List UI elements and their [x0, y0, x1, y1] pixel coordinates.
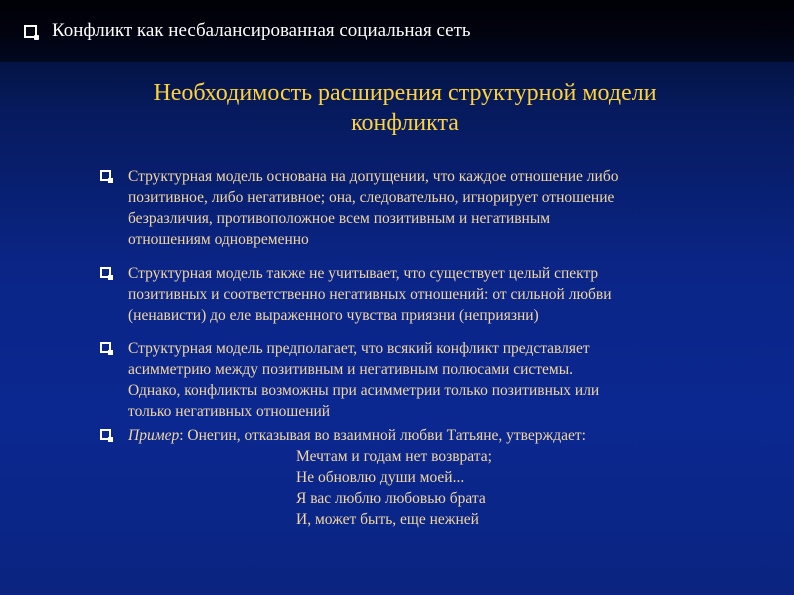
example-label: Пример	[128, 427, 180, 444]
text-line: позитивных и соответственно негативных отношений: от сильной любви	[128, 286, 612, 303]
slide-subtitle	[100, 78, 710, 138]
slide-title: Конфликт как несбалансированная социальная сеть	[52, 20, 471, 41]
square-bullet-icon	[100, 267, 111, 278]
text-line: асимметрию между позитивным и негативным полюсами системы.	[128, 361, 574, 378]
poem-line: Мечтам и годам нет возврата;	[296, 448, 492, 465]
poem-line: Не обновлю души моей...	[296, 469, 465, 486]
poem-line: И, может быть, еще нежней	[296, 511, 479, 528]
text-line: Однако, конфликты возможны при асимметрии только позитивных или	[128, 382, 600, 399]
poem-line: Я вас люблю любовью брата	[296, 490, 486, 507]
text-line: Структурная модель основана на допущении, что каждое отношение либо	[128, 168, 619, 185]
text-line: безразличия, противоположное всем позитивным и негативным	[128, 210, 551, 227]
bullet-text	[128, 263, 708, 326]
bullet-text	[128, 338, 708, 422]
text-line: (ненависти) до еле выраженного чувства приязни (неприязни)	[128, 307, 539, 324]
example-sentence: : Онегин, отказывая во взаимной любви Татьяне, утверждает:	[179, 427, 586, 444]
square-bullet-icon	[24, 25, 37, 38]
bullet-text	[128, 166, 708, 250]
square-bullet-icon	[100, 342, 111, 353]
square-bullet-icon	[100, 429, 111, 440]
subtitle-line: Необходимость расширения структурной модели	[153, 80, 657, 106]
text-line: позитивное, либо негативное; она, следовательно, игнорирует отношение	[128, 189, 615, 206]
text-line: Структурная модель также не учитывает, что существует целый спектр	[128, 265, 599, 282]
text-line: Структурная модель предполагает, что всякий конфликт представляет	[128, 340, 590, 357]
example-text	[128, 425, 708, 446]
text-line: отношениям одновременно	[128, 231, 309, 248]
text-line: только негативных отношений	[128, 403, 331, 420]
poem-quote	[296, 446, 492, 530]
header-band	[0, 0, 794, 62]
square-bullet-icon	[100, 170, 111, 181]
subtitle-line: конфликта	[351, 110, 459, 136]
